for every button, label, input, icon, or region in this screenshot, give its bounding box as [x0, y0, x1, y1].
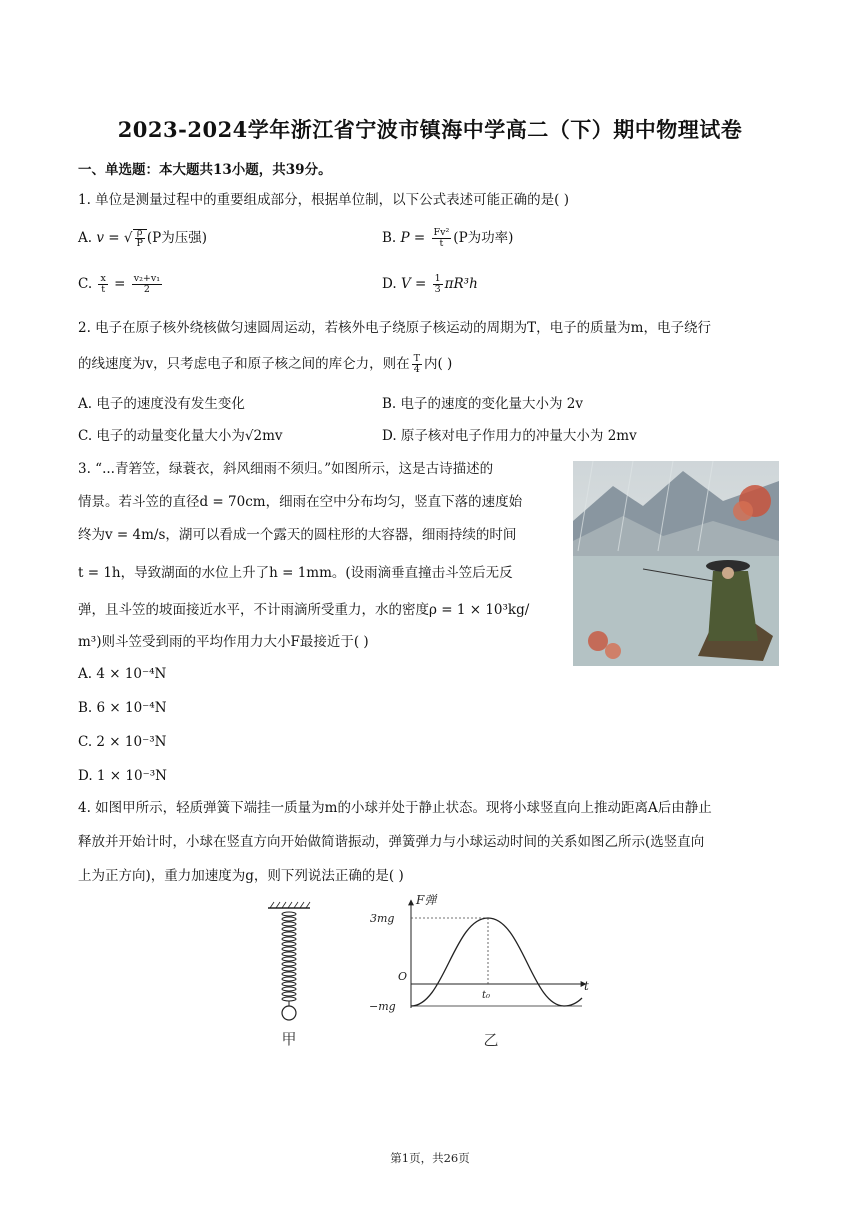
tick-3mg: 3mg	[370, 912, 395, 925]
q2-option-d: D. 原子核对电子作用力的冲量大小为 2mv	[382, 428, 637, 444]
q1-option-c: C. $\frac{x}{t}$ = $\frac{\text{v₂+v₁}}{2}$	[78, 273, 161, 295]
q3-option-a: A. 4 × 10⁻⁴N	[78, 666, 167, 682]
q1-option-a: A. v = √ $\frac{\rho}{P}$ (P为压强)	[78, 227, 208, 249]
force-curve	[411, 918, 582, 1006]
origin-label: O	[398, 970, 408, 983]
q3-option-c: C. 2 × 10⁻³N	[78, 734, 167, 750]
q4-line1: 4. 如图甲所示，轻质弹簧下端挂一质量为m的小球并处于静止状态。现将小球竖直向上推动距离A后由静止	[78, 800, 712, 816]
tick-minus-mg: −mg	[369, 1000, 396, 1013]
tick-t0: t₀	[482, 990, 491, 1001]
y-axis-label: F弹	[416, 893, 437, 907]
q3-line6: m³)则斗笠受到雨的平均作用力大小F最接近于( )	[78, 634, 369, 650]
force-time-graph-yi	[364, 890, 596, 1050]
page-title: 2023-2024学年浙江省宁波市镇海中学高二（下）期中物理试卷	[117, 117, 743, 142]
ball-shape	[282, 1006, 296, 1020]
q3-option-d: D. 1 × 10⁻³N	[78, 768, 167, 784]
q1-option-b: B. P = $\frac{\text{Fv²}}{t}$ (P为功率)	[382, 227, 514, 249]
fisherman-painting	[573, 461, 779, 666]
label-jia: 甲	[281, 1030, 297, 1048]
q3-line3: 终为v = 4m/s，湖可以看成一个露天的圆柱形的大容器，细雨持续的时间	[78, 527, 517, 543]
q2-option-b: B. 电子的速度的变化量大小为 2v	[382, 396, 584, 412]
q3-line4: t = 1h，导致湖面的水位上升了h = 1mm。(设雨滴垂直撞击斗笠后无反	[78, 565, 513, 581]
x-axis-label: t	[584, 979, 589, 993]
q1-option-d: D. V = $\frac{1}{3}$ πR³h	[382, 273, 478, 295]
page-footer: 第1页，共26页	[390, 1151, 470, 1165]
spring-figure-jia	[262, 898, 316, 1050]
q2-option-c: C. 电子的动量变化量大小为√2mv	[78, 428, 283, 444]
spring-coil	[282, 912, 296, 1001]
q4-line3: 上为正方向)，重力加速度为g，则下列说法正确的是( )	[78, 868, 404, 884]
q2-option-a: A. 电子的速度没有发生变化	[78, 396, 245, 412]
q2-line2: 的线速度为v，只考虑电子和原子核之间的库仑力，则在 $\frac{T}{4}$ 内( )	[78, 353, 453, 375]
q1-stem: 1. 单位是测量过程中的重要组成部分，根据单位制，以下公式表述可能正确的是( )	[78, 192, 569, 208]
q3-line5: 弹，且斗笠的坡面接近水平，不计雨滴所受重力，水的密度ρ = 1 × 10³kg/	[78, 602, 530, 618]
q4-line2: 释放并开始计时，小球在竖直方向开始做简谐振动，弹簧弹力与小球运动时间的关系如图乙所示(选竖直向	[78, 834, 705, 850]
q3-line1: 3. “...青箬笠，绿蓑衣，斜风细雨不须归。”如图所示，这是古诗描述的	[78, 461, 494, 477]
q3-line2: 情景。若斗笠的直径d = 70cm，细雨在空中分布均匀，竖直下落的速度始	[78, 494, 523, 510]
q3-option-b: B. 6 × 10⁻⁴N	[78, 700, 167, 716]
q2-line1: 2. 电子在原子核外绕核做匀速圆周运动，若核外电子绕原子核运动的周期为T，电子的质量为m，电子绕行	[78, 320, 711, 336]
label-yi: 乙	[483, 1031, 499, 1049]
section-heading: 一、单选题：本大题共13小题，共39分。	[78, 162, 332, 178]
